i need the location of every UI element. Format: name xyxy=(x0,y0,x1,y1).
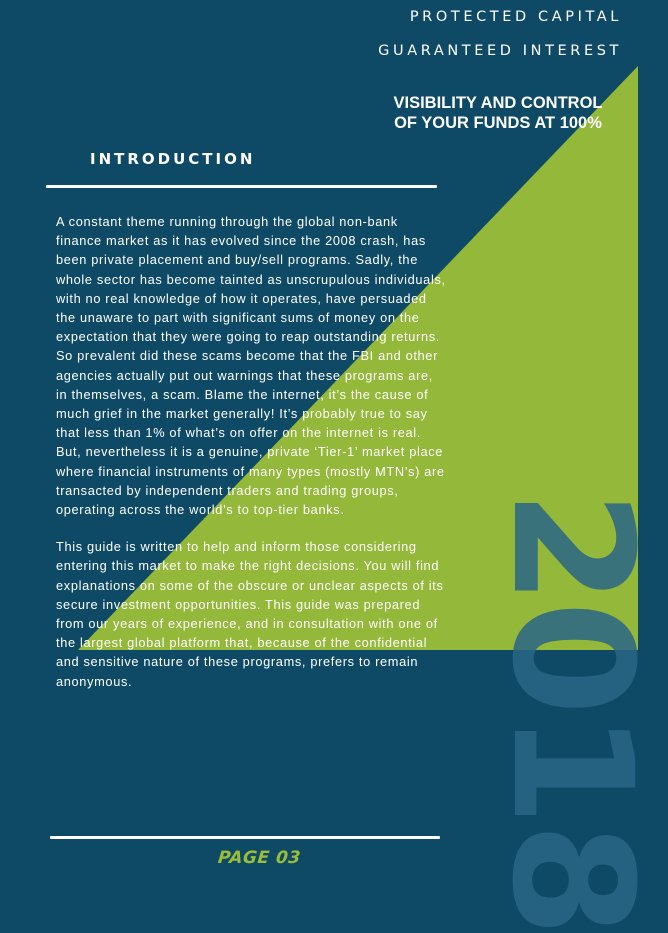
paragraph-1: A constant theme running through the global non-bank finance market as it has evolved since the 2008 crash, has been private placement and buy/sell programs. Sadly, the whole sector has become tainted as unscrupulous individuals, with no real knowledge of how it operates, have persuaded the unaware to part with significant sums of money on the expectation that they were going to reap outstanding returns. So prevalent did these scams become that the FBI and other agencies actually put out warnings that these programs are, in themselves, a scam. Blame the internet, it’s the cause of much grief in the market generally! It’s probably true to say that less than 1% of what’s on offer on the internet is real. But, nevertheless it is a genuine, private ‘Tier-1’ market place where financial instruments of many types (mostly MTN’s) are transacted by independent traders and trading groups, operating across the world’s to top-tier banks. xyxy=(56,214,446,518)
body-text xyxy=(56,212,446,709)
page-number-label xyxy=(0,848,638,868)
section-heading: INTRODUCTION xyxy=(90,150,256,168)
tagline xyxy=(360,93,636,133)
year-watermark: 2018 xyxy=(476,490,668,933)
bottom-divider xyxy=(50,836,440,839)
paragraph-2: This guide is written to help and inform those considering entering this market to make the right decisions. You will find explanations on some of the obscure or unclear aspects of its secure investment opportunities. This guide was prepared from our years of experience, and in consultation with one of the largest global platform that, because of the confidential and sensitive nature of these programs, prefers to remain anonymous. xyxy=(56,539,444,689)
header-guaranteed-interest: GUARANTEED INTEREST xyxy=(378,43,622,59)
top-divider xyxy=(46,185,437,188)
tagline-line-1: VISIBILITY AND CONTROL xyxy=(393,94,603,112)
page-number-text: PAGE 03 xyxy=(216,848,302,868)
tagline-line-2: OF YOUR FUNDS AT 100% xyxy=(394,114,602,132)
header-protected-capital: PROTECTED CAPITAL xyxy=(409,9,622,25)
